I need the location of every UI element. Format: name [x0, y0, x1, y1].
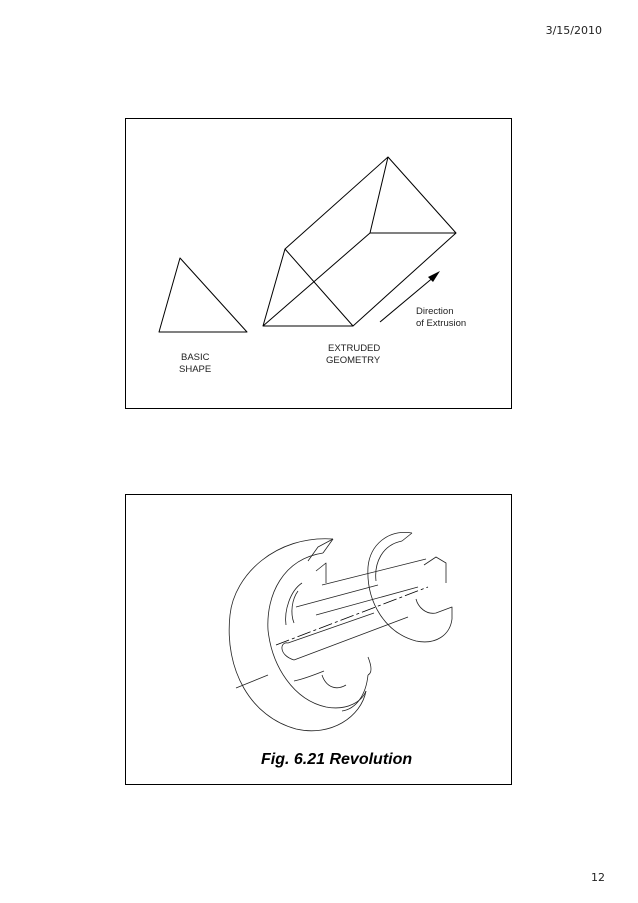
direction-label-line1: Direction — [416, 306, 454, 317]
extruded-prism — [263, 157, 456, 326]
page-number: 12 — [591, 871, 605, 884]
revolution-diagram — [126, 495, 511, 784]
basic-shape-label-line2: SHAPE — [179, 364, 212, 375]
basic-shape-label-line1: BASIC — [181, 352, 210, 363]
figure-caption: Fig. 6.21 Revolution — [261, 751, 413, 768]
revolved-solid — [229, 532, 452, 730]
extruded-label-line2: GEOMETRY — [326, 355, 381, 366]
slide-revolution — [125, 494, 512, 785]
slide-extrusion — [125, 118, 512, 409]
basic-shape-triangle — [159, 258, 247, 332]
extrusion-diagram — [126, 119, 511, 408]
direction-label-line2: of Extrusion — [416, 318, 467, 329]
page-date: 3/15/2010 — [545, 24, 602, 37]
extruded-label-line1: EXTRUDED — [328, 343, 381, 354]
